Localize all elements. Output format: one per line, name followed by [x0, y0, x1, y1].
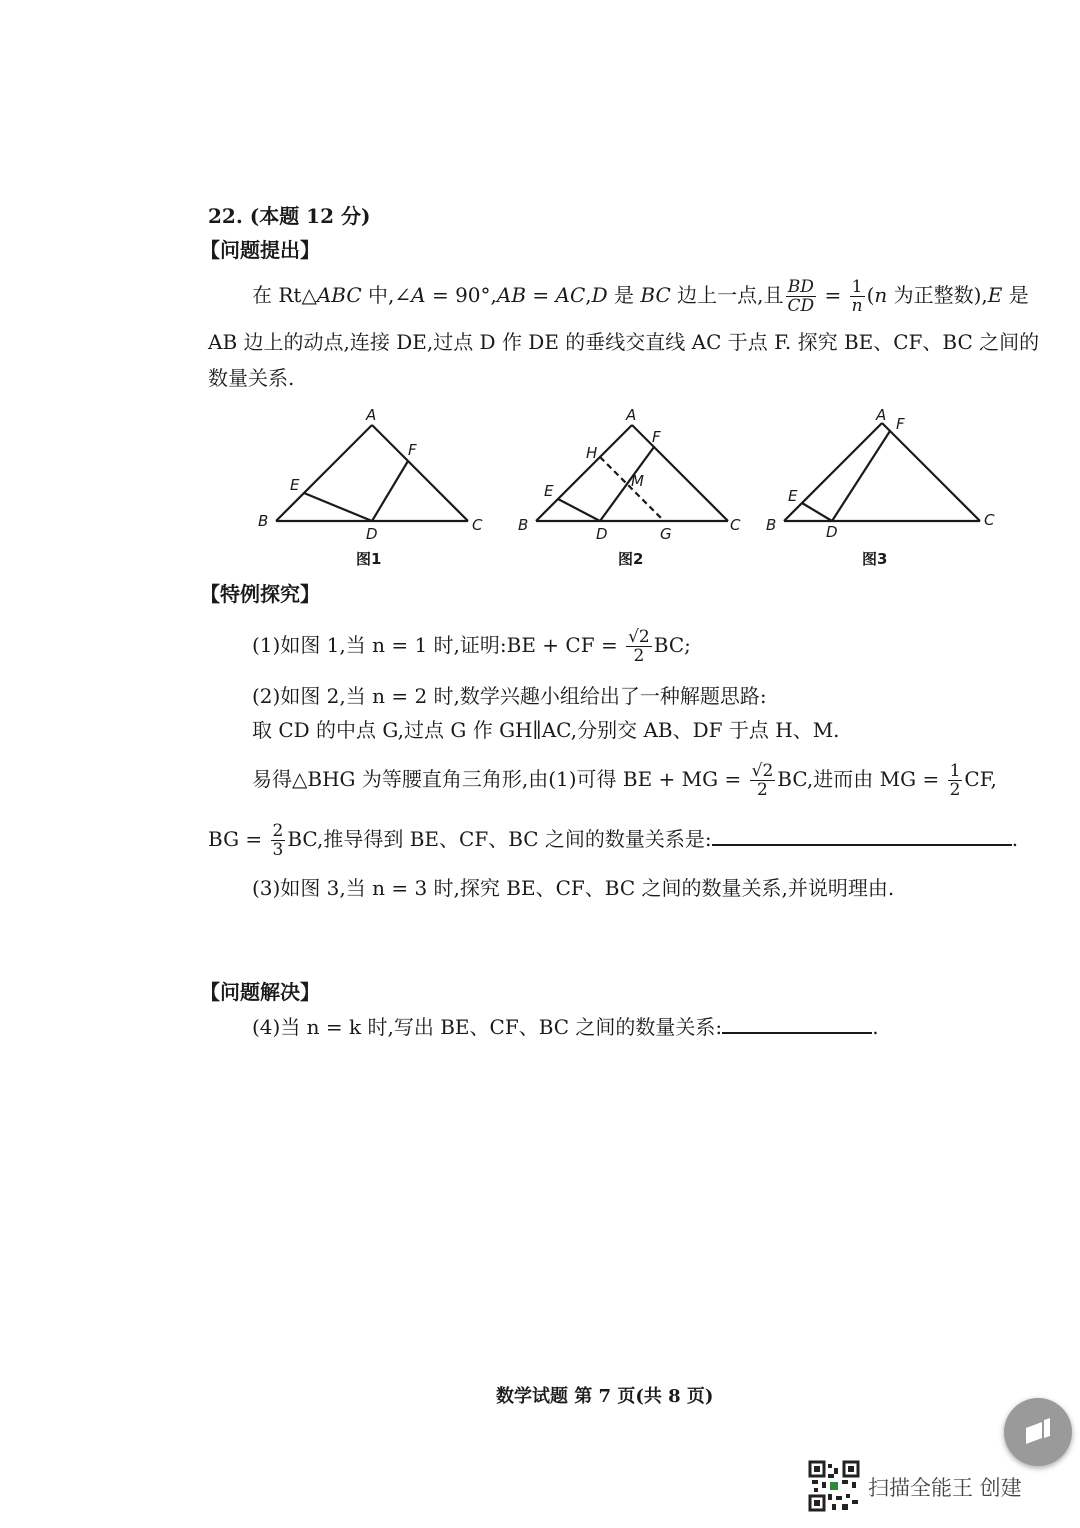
frac-num: BD — [787, 277, 814, 297]
fig2-label-d: D — [596, 525, 608, 543]
frac-num: √2 — [751, 761, 774, 781]
intro-text: 边上一点,且 — [670, 283, 784, 307]
q2-text: BG = — [208, 827, 269, 851]
intro-text: ABC — [316, 283, 362, 307]
intro-text: 是 — [607, 283, 641, 307]
fraction-2-3 — [271, 822, 286, 859]
fig1-label-b: B — [258, 512, 269, 530]
fig3-label-f: F — [896, 415, 905, 433]
q2-text: BC,进而由 MG = — [777, 767, 946, 791]
question-2-line-2: 取 CD 的中点 G,过点 G 作 GH∥AC,分别交 AB、DF 于点 H、M. — [252, 718, 840, 742]
fig2-segment-ac — [632, 425, 728, 521]
section-solve: 【问题解决】 — [200, 980, 320, 1004]
q4-text: . — [872, 1015, 879, 1039]
q1-text: BC; — [653, 633, 691, 657]
q2-text: . — [1011, 827, 1019, 851]
q2-text: CF, — [964, 767, 997, 791]
frac-den: CD — [787, 296, 815, 316]
fig3-caption: 图3 — [862, 550, 888, 568]
fig2-segment-ab — [536, 425, 632, 521]
fig3-segment-ac — [882, 423, 980, 521]
badge-glyph-icon — [1004, 1398, 1072, 1466]
fig2-label-h: H — [586, 444, 598, 462]
intro-text: = 90°, — [425, 283, 497, 307]
intro-text: D — [591, 283, 608, 307]
fig2-caption: 图2 — [618, 550, 644, 568]
fig1-segment-df — [372, 461, 408, 521]
fraction-bd-cd — [785, 278, 816, 315]
fig2-label-c: C — [730, 516, 741, 534]
question-4 — [252, 1012, 879, 1041]
fig2-label-g: G — [660, 525, 672, 543]
section-special: 【特例探究】 — [200, 582, 320, 606]
intro-text: 是 — [1002, 283, 1029, 307]
intro-text: 为正整数), — [887, 283, 988, 307]
intro-text: = — [818, 283, 848, 307]
problem-header: 22. (本题 12 分) — [208, 204, 371, 228]
fig3-label-c: C — [984, 511, 995, 529]
fig3-segment-ab — [784, 423, 882, 521]
fig2-segment-df — [600, 447, 654, 521]
intro-text: BC — [640, 283, 671, 307]
fig2-label-b: B — [518, 516, 529, 534]
fig3-segment-de — [802, 503, 832, 521]
fig1-segment-ac — [372, 425, 468, 521]
intro-text: , — [585, 283, 592, 307]
question-2-line-4 — [208, 822, 1018, 859]
fig2-label-a: A — [626, 406, 637, 424]
fig1-label-d: D — [366, 525, 378, 543]
fig2-label-e: E — [544, 482, 554, 500]
intro-text: n — [874, 283, 888, 307]
fig1-label-c: C — [472, 516, 483, 534]
intro-text: AC — [555, 283, 586, 307]
intro-text: AB — [496, 283, 527, 307]
question-1 — [252, 628, 691, 665]
answer-blank-q2[interactable] — [712, 824, 1012, 846]
question-3: (3)如图 3,当 n = 3 时,探究 BE、CF、BC 之间的数量关系,并说明理由. — [252, 876, 895, 900]
question-2-line-1: (2)如图 2,当 n = 2 时,数学兴趣小组给出了一种解题思路: — [252, 684, 767, 708]
fig3-label-b: B — [766, 516, 777, 534]
fig3-label-a: A — [876, 406, 887, 424]
fraction-sqrt2-2 — [626, 628, 652, 665]
intro-text: A — [411, 283, 426, 307]
fraction-1-2 — [948, 762, 963, 799]
frac-num: 1 — [949, 761, 961, 781]
fig1-caption: 图1 — [356, 550, 382, 568]
fig1-segment-de — [304, 493, 372, 521]
frac-den: 3 — [272, 840, 284, 860]
q2-text: 易得△BHG 为等腰直角三角形,由(1)可得 BE + MG = — [252, 767, 748, 791]
frac-den: n — [851, 296, 863, 316]
page-footer: 数学试题 第 7 页(共 8 页) — [496, 1386, 714, 1407]
intro-text: 在 Rt△ — [252, 283, 317, 307]
frac-num: √2 — [628, 627, 650, 647]
frac-den: 2 — [757, 780, 768, 800]
fraction-sqrt2-2 — [750, 762, 776, 799]
intro-text: 中,∠ — [361, 283, 412, 307]
fig2-segment-de — [558, 499, 600, 521]
fig1-label-f: F — [408, 441, 417, 459]
fraction-1-n — [850, 278, 865, 315]
camscanner-badge-icon — [1004, 1398, 1072, 1466]
frac-den: 2 — [949, 780, 961, 800]
question-2-line-3 — [252, 762, 997, 799]
frac-num: 1 — [851, 277, 863, 297]
fig1-segment-ab — [276, 425, 372, 521]
scanner-brand-text: 扫描全能王 创建 — [868, 1476, 1022, 1500]
q4-text: (4)当 n = k 时,写出 BE、CF、BC 之间的数量关系: — [252, 1015, 723, 1039]
fig1-label-e: E — [290, 476, 300, 494]
section-raise: 【问题提出】 — [200, 238, 320, 262]
intro-line-2: AB 边上的动点,连接 DE,过点 D 作 DE 的垂线交直线 AC 于点 F. 探究 BE、CF、BC 之间的 — [208, 330, 1040, 354]
fig1-label-a: A — [366, 406, 377, 424]
q1-text: (1)如图 1,当 n = 1 时,证明:BE + CF = — [252, 633, 625, 657]
q2-text: BC,推导得到 BE、CF、BC 之间的数量关系是: — [287, 827, 712, 851]
intro-text: E — [987, 283, 1003, 307]
frac-num: 2 — [272, 821, 284, 841]
qr-code-icon — [808, 1460, 860, 1512]
intro-text: = — [526, 283, 556, 307]
fig3-label-e: E — [788, 487, 798, 505]
intro-line-1 — [252, 278, 1029, 315]
intro-line-3: 数量关系. — [208, 366, 295, 390]
fig2-label-m: M — [631, 472, 644, 490]
answer-blank-q4[interactable] — [722, 1012, 872, 1034]
intro-text: ( — [866, 283, 875, 307]
fig3-label-d: D — [826, 523, 838, 541]
fig2-label-f: F — [652, 428, 661, 446]
frac-den: 2 — [633, 646, 645, 666]
